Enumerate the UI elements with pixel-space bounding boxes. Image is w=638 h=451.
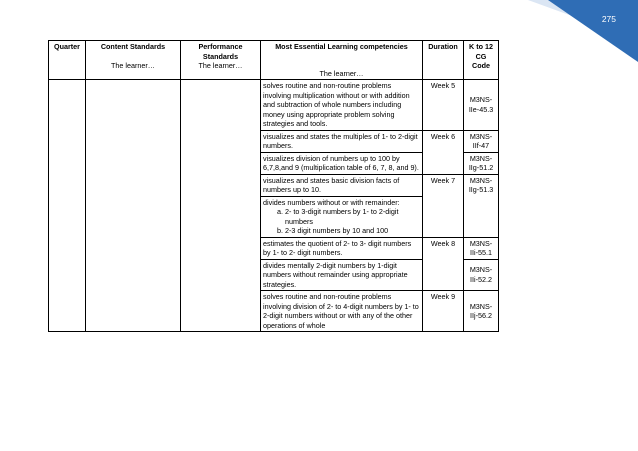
competency-cell: divides mentally 2-digit numbers by 1-digit numbers without remainder using appropriate strategies. [261, 259, 423, 291]
content-standards-cell [86, 80, 181, 332]
header-row [49, 41, 499, 80]
table-row [49, 80, 499, 131]
list-item: b. 2-3 digit numbers by 10 and 100 [285, 226, 420, 236]
duration-cell: Week 8 [423, 237, 464, 291]
header-duration: Duration [423, 41, 464, 80]
code-cell: M3NS-IIf-47 [464, 130, 499, 152]
competency-cell: solves routine and non-routine problems involving division of 2- to 4-digit numbers by 1- to 2-digit numbers without or with any of the other operations of whole [261, 291, 423, 332]
competency-text: divides numbers without or with remainder: [263, 197, 400, 207]
performance-standards-cell [181, 80, 261, 332]
curriculum-table [48, 40, 499, 332]
competency-cell: visualizes division of numbers up to 100 by 6,7,8,and 9 (multiplication table of 6, 7, 8, and 9). [261, 152, 423, 174]
competency-cell: visualizes and states the multiples of 1- to 2-digit numbers. [261, 130, 423, 152]
code-cell: M3NS-IIi-55.1 [464, 237, 499, 259]
code-cell: M3NS-IIe-45.3 [464, 80, 499, 131]
duration-cell: Week 7 [423, 174, 464, 237]
header-performance-standards: Performance Standards The learner… [181, 41, 261, 80]
quarter-cell [49, 80, 86, 332]
header-content-standards: Content Standards The learner… [86, 41, 181, 80]
duration-cell: Week 5 [423, 80, 464, 131]
header-melc: Most Essential Learning competencies The learner… [261, 41, 423, 80]
content-sub: The learner… [111, 60, 155, 70]
corner-ribbon [518, 0, 638, 62]
duration-cell: Week 6 [423, 130, 464, 174]
list-item: a. 2- to 3-digit numbers by 1- to 2-digit numbers [285, 207, 420, 226]
competency-cell: solves routine and non-routine problems involving multiplication without or with addition and subtraction of whole numbers including money using appropriate problem solving strategies and tools. [261, 80, 423, 131]
sub-list [263, 207, 420, 236]
performance-sub: The learner… [198, 61, 243, 70]
code-cell: M3NS-IIj-56.2 [464, 291, 499, 332]
page-number: 275 [601, 14, 616, 24]
melc-sub: The learner… [319, 68, 364, 78]
duration-cell: Week 9 [423, 291, 464, 332]
code-cell: M3NS-IIg-51.3 [464, 174, 499, 237]
competency-cell [261, 196, 423, 237]
code-cell: M3NS-IIg-51.2 [464, 152, 499, 174]
competency-cell: estimates the quotient of 2- to 3- digit numbers by 1- to 2- digit numbers. [261, 237, 423, 259]
header-cg-code: K to 12 CG Code [464, 41, 499, 80]
header-quarter: Quarter [49, 41, 86, 80]
competency-cell: visualizes and states basic division facts of numbers up to 10. [261, 174, 423, 196]
code-cell: M3NS-IIi-52.2 [464, 259, 499, 291]
